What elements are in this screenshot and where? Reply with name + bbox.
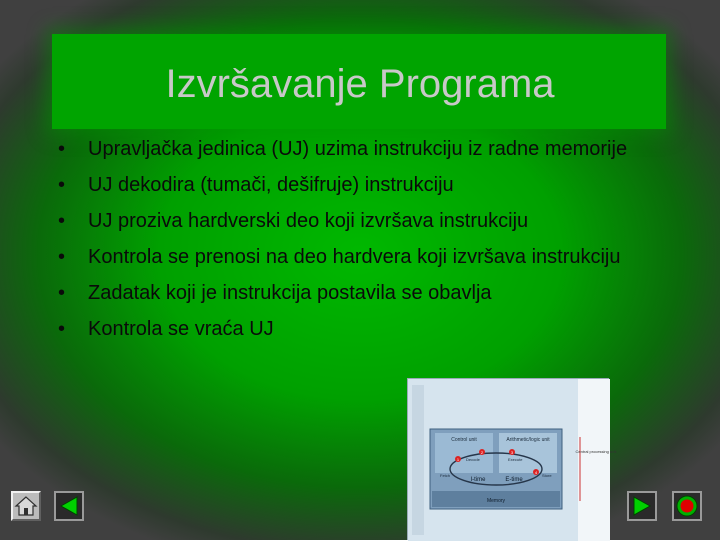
computer-edge (412, 385, 424, 535)
bullet-item (56, 210, 656, 233)
bullet-item (56, 246, 656, 269)
next-icon (629, 493, 655, 519)
side-label: Central processing unit (575, 449, 617, 454)
bullet-text: Upravljačka jedinica (UJ) uzima instrukciju iz radne memorije (88, 138, 628, 160)
home-icon (13, 493, 39, 519)
previous-icon (56, 493, 82, 519)
step-label: Decode (466, 457, 480, 462)
end-show-button[interactable] (672, 491, 702, 521)
bullet-dot: • (58, 174, 66, 196)
slide-title: Izvršavanje Programa (165, 62, 555, 106)
bullet-text: UJ dekodira (tumači, dešifruje) instrukciju (88, 174, 454, 196)
step-label: Store (542, 473, 552, 478)
bullet-dot: • (58, 246, 66, 268)
bullet-item (56, 138, 656, 161)
bullet-item (56, 282, 656, 305)
bullet-dot: • (58, 138, 66, 160)
bullet-list (56, 138, 656, 354)
previous-button[interactable] (54, 491, 84, 521)
bullet-item (56, 318, 656, 341)
home-button[interactable] (11, 491, 41, 521)
step-label: Execute (508, 457, 523, 462)
bullet-text: Zadatak koji je instrukcija postavila se obavlja (88, 282, 492, 304)
bullet-text: Kontrola se vraća UJ (88, 318, 274, 340)
step-number: 4 (534, 470, 538, 475)
next-button[interactable] (627, 491, 657, 521)
bullet-item (56, 174, 656, 197)
bullet-dot: • (58, 318, 66, 340)
step-number: 2 (480, 450, 484, 455)
e-time-label: E-time (505, 477, 523, 483)
cpu-diagram (407, 378, 617, 540)
bullet-text: UJ proziva hardverski deo koji izvršava instrukciju (88, 210, 529, 232)
step-number: 1 (456, 457, 460, 462)
bullet-dot: • (58, 282, 66, 304)
bullet-text: Kontrola se prenosi na deo hardvera koji izvršava instrukciju (88, 246, 621, 268)
cpu-diagram-drawing (408, 379, 617, 541)
step-number: 3 (510, 450, 514, 455)
step-label: Fetch (440, 473, 451, 478)
alu-label: Arithmetic/logic unit (506, 437, 550, 443)
i-time-label: I-time (470, 477, 486, 483)
bullet-dot: • (58, 210, 66, 232)
end-show-icon (674, 493, 700, 519)
memory-label: Memory (486, 498, 506, 504)
control-unit-label: Control unit (451, 437, 477, 443)
